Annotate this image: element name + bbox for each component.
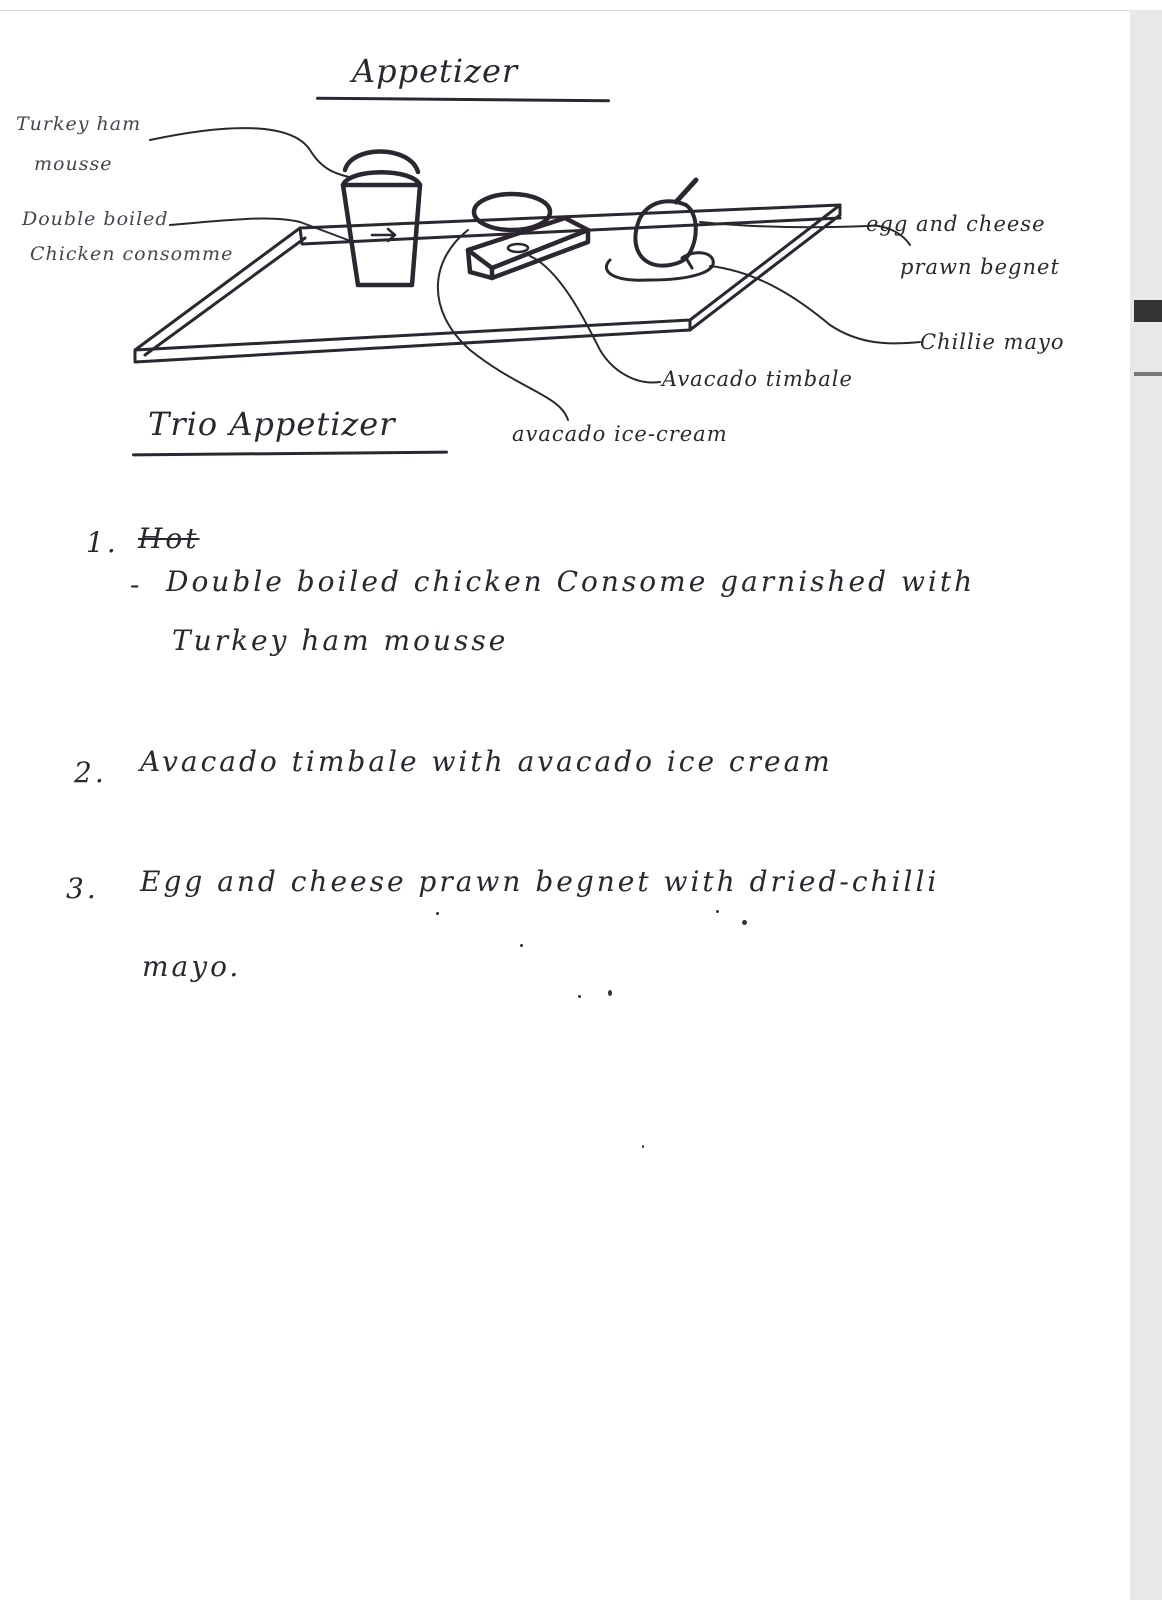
scan-speck [608, 990, 612, 996]
label-turkey-ham-mousse-line1: Turkey ham [16, 113, 142, 135]
label-egg-cheese-line1: egg and cheese [866, 212, 1046, 236]
label-avocado-ice-cream: avacado ice-cream [512, 422, 728, 446]
item-3-line1: Egg and cheese prawn begnet with dried-chilli [140, 865, 940, 898]
scan-speck [436, 912, 439, 915]
prawn-beignet [606, 180, 713, 280]
label-consomme-line2: Chicken consomme [30, 243, 234, 265]
item-2-number: 2. [74, 756, 107, 789]
scan-speck [716, 910, 719, 913]
page-title: Appetizer [352, 52, 519, 90]
item-3-line2: mayo. [142, 950, 242, 983]
serving-tray [135, 205, 840, 362]
item-1-detail-line2: Turkey ham mousse [172, 624, 509, 657]
item-3-number: 3. [66, 872, 99, 905]
scan-speck [578, 995, 581, 998]
label-avocado-timbale: Avacado timbale [662, 367, 853, 391]
item-1-label: Hot [138, 522, 200, 555]
consomme-glass [343, 151, 420, 285]
scan-speck [642, 1145, 644, 1148]
item-1-detail-line1: Double boiled chicken Consome garnished with [166, 565, 976, 598]
subheading: Trio Appetizer [148, 405, 396, 443]
label-consomme-line1: Double boiled [22, 208, 169, 230]
item-2-text: Avacado timbale with avacado ice cream [140, 745, 833, 778]
label-egg-cheese-line2: prawn begnet [900, 255, 1060, 279]
label-turkey-ham-mousse-line2: mousse [34, 153, 113, 175]
item-1-bullet: - [130, 568, 143, 601]
scan-speck [520, 944, 523, 947]
label-chillie-mayo: Chillie mayo [920, 330, 1065, 354]
scan-speck [742, 920, 747, 925]
item-1-number: 1. [86, 526, 119, 559]
